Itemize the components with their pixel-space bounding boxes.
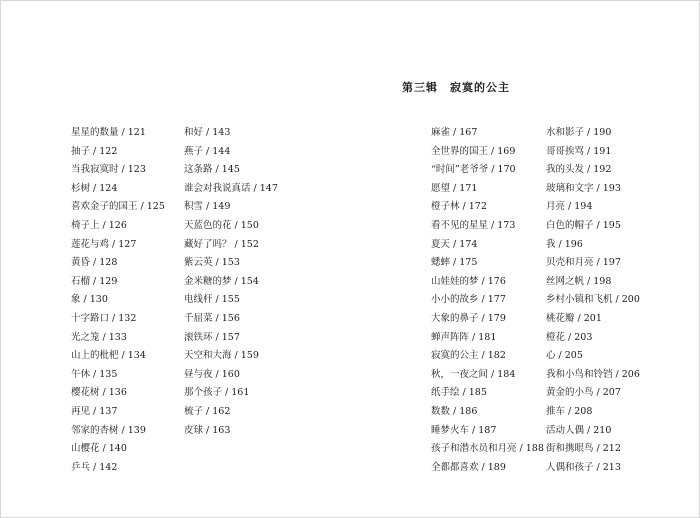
toc-entry: 街和携眼鸟 / 212 [546,443,621,455]
toc-entry: 我 / 196 [546,238,583,250]
toc-entry: 乒乓 / 142 [71,461,118,473]
section-title: 第三辑 寂寞的公主 [402,81,510,94]
toc-entry: 橙子林 / 172 [431,201,487,213]
toc-column-2 [184,124,364,440]
toc-entry: 橙花 / 203 [546,331,593,343]
toc-entry: 皮球 / 163 [184,424,231,436]
toc-entry: 十字路口 / 132 [71,312,137,324]
toc-entry: 藏好了吗？ / 152 [184,238,259,250]
toc-entry: 再见 / 137 [71,405,118,417]
toc-entry: 桃花瓣 / 201 [546,312,602,324]
toc-entry: 积雪 / 149 [184,201,231,213]
toc-entry: 石榴 / 129 [71,275,118,287]
toc-entry: 喜欢金子的国王 / 125 [71,201,165,213]
toc-entry: 椅子上 / 126 [71,219,127,231]
toc-entry: 看不见的星星 / 173 [431,219,516,231]
toc-entry: 天空和大海 / 159 [184,350,259,362]
toc-entry: 樱花树 / 136 [71,387,127,399]
toc-entry: 贝壳和月亮 / 197 [546,257,621,269]
toc-entry: 电线杆 / 155 [184,294,240,306]
toc-entry: 蝉声阵阵 / 181 [431,331,497,343]
toc-entry: 人偶和孩子 / 213 [546,461,621,473]
toc-entry: 天蓝色的花 / 150 [184,219,259,231]
toc-entry: 燕子 / 144 [184,145,231,157]
toc-entry: 金米糖的梦 / 154 [184,275,259,287]
toc-entry: 当我寂寞时 / 123 [71,164,146,176]
toc-entry: 全都都喜欢 / 189 [431,461,506,473]
toc-entry: 这条路 / 145 [184,164,240,176]
toc-entry: 水和影子 / 190 [546,127,612,138]
toc-entry: 和好 / 143 [184,127,231,138]
toc-entry: 蟋蟀 / 175 [431,257,478,269]
toc-entry: 乡村小镇和飞机 / 200 [546,294,640,306]
toc-entry: 星星的数量 / 121 [71,127,146,138]
toc-entry: 睡梦火车 / 187 [431,424,497,436]
toc-entry: 昼与夜 / 160 [184,368,240,380]
toc-entry: 我的头发 / 192 [546,164,612,176]
toc-entry: 谁会对我说真话 / 147 [184,182,278,194]
toc-entry: 我和小鸟和铃铛 / 206 [546,368,640,380]
toc-entry: 推车 / 208 [546,405,593,417]
toc-entry: 黄金的小鸟 / 207 [546,387,621,399]
toc-entry: 哥哥挨骂 / 191 [546,145,612,157]
toc-entry: 滚铁环 / 157 [184,331,240,343]
toc-entry: 寂寞的公主 / 182 [431,350,506,362]
toc-entry: 孩子和潜水员和月亮 / 188 [431,443,544,455]
toc-entry: 月亮 / 194 [546,201,593,213]
toc-entry: 小小的故乡 / 177 [431,294,506,306]
toc-entry: 全世界的国王 / 169 [431,145,516,157]
toc-entry: 丝网之帆 / 198 [546,275,612,287]
toc-entry: 千屈菜 / 156 [184,312,240,324]
toc-entry: 山娃娃的梦 / 176 [431,275,506,287]
toc-column-4 [546,124,700,477]
toc-entry: 黄昏 / 128 [71,257,118,269]
toc-entry: 活动人偶 / 210 [546,424,612,436]
toc-entry: 午休 / 135 [71,368,118,380]
toc-entry: 山樱花 / 140 [71,443,127,455]
toc-entry: 象 / 130 [71,294,108,306]
toc-entry: 抽子 / 122 [71,145,118,157]
toc-entry: 紫云英 / 153 [184,257,240,269]
toc-entry: “时间”老爷爷 / 170 [431,164,516,176]
toc-entry: 纸手绘 / 185 [431,387,487,399]
toc-entry: 心 / 205 [546,350,583,362]
toc-entry: 秋，一夜之间 / 184 [431,368,516,380]
toc-entry: 数数 / 186 [431,405,478,417]
toc-entry: 莲花与鸡 / 127 [71,238,137,250]
toc-entry: 大象的鼻子 / 179 [431,312,506,324]
toc-entry: 愿望 / 171 [431,182,478,194]
toc-entry: 那个孩子 / 161 [184,387,250,399]
toc-entry: 白色的帽子 / 195 [546,219,621,231]
toc-entry: 玻璃和文字 / 193 [546,182,621,194]
toc-entry: 麻雀 / 167 [431,127,478,138]
toc-entry: 夏天 / 174 [431,238,478,250]
toc-entry: 山上的枇杷 / 134 [71,350,146,362]
toc-entry: 光之笼 / 133 [71,331,127,343]
toc-entry: 邻家的杏树 / 139 [71,424,146,436]
toc-entry: 梳子 / 162 [184,405,231,417]
toc-entry: 杉树 / 124 [71,182,118,194]
